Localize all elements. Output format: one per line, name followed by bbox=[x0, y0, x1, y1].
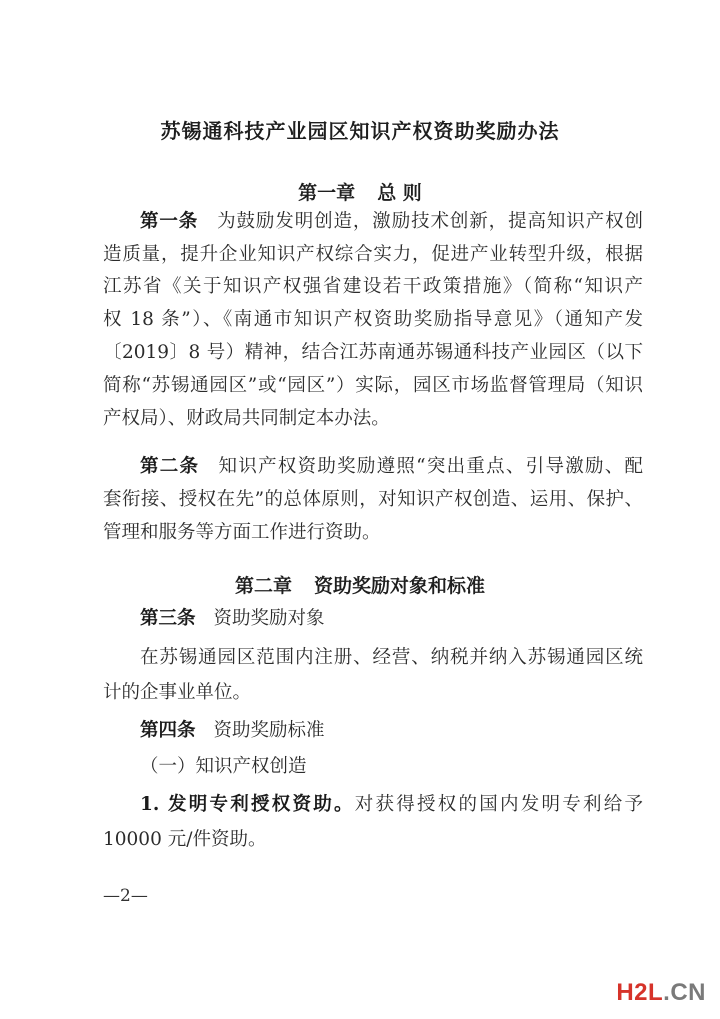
article-2-line-2: 管理和服务等方面工作进行资助。 bbox=[103, 522, 381, 543]
watermark-part-2: .CN bbox=[663, 979, 706, 1006]
article-3-line-1: 计的企事业单位。 bbox=[103, 682, 252, 703]
article-4-first-line bbox=[140, 719, 643, 743]
article-2-heading: 第二条 bbox=[140, 456, 200, 477]
article-4-heading: 第四条 bbox=[140, 720, 196, 741]
article-1-line-2: 江苏省《关于知识产权强省建设若干政策措施》（简称“知识产 bbox=[103, 276, 643, 297]
article-1-first-line bbox=[140, 210, 643, 234]
page-number: —2— bbox=[103, 886, 148, 906]
article-4-item-1-heading: 1. 发明专利授权资助。 bbox=[140, 794, 355, 815]
article-1-line-0: 为鼓励发明创造，激励技术创新，提高知识产权创 bbox=[216, 211, 643, 232]
chapter-1-name: 总 则 bbox=[377, 182, 422, 204]
article-4-line-1: 10000 元/件资助。 bbox=[103, 829, 267, 850]
chapter-2-name: 资助奖励对象和标准 bbox=[314, 575, 486, 597]
watermark-part-1: H2L bbox=[616, 979, 664, 1006]
article-1-line-4: 〔2019〕8 号）精神，结合江苏南通苏锡通科技产业园区（以下 bbox=[103, 342, 643, 363]
article-2-line-0: 知识产权资助奖励遵照“突出重点、引导激励、配 bbox=[217, 456, 643, 477]
article-4-item-1-line bbox=[140, 793, 643, 817]
article-2-line-1: 套衔接、授权在先”的总体原则，对知识产权创造、运用、保护、 bbox=[103, 489, 643, 510]
chapter-2-heading bbox=[0, 571, 720, 598]
article-1-heading: 第一条 bbox=[140, 211, 199, 232]
article-4-subtitle: 资助奖励标准 bbox=[213, 720, 325, 741]
document-title: 苏锡通科技产业园区知识产权资助奖励办法 bbox=[160, 119, 560, 143]
article-3-first-line bbox=[140, 607, 643, 631]
chapter-2-label: 第二章 bbox=[234, 575, 292, 597]
article-1-line-6: 产权局）、财政局共同制定本办法。 bbox=[103, 408, 390, 429]
chapter-1-label: 第一章 bbox=[298, 182, 356, 204]
article-2-first-line bbox=[140, 455, 643, 479]
article-4-section: （一）知识产权创造 bbox=[140, 756, 307, 777]
article-3-subtitle: 资助奖励对象 bbox=[213, 608, 325, 629]
watermark-logo bbox=[616, 979, 706, 1007]
article-1-line-3: 权 18 条”）、《南通市知识产权资助奖励指导意见》（通知产发 bbox=[103, 309, 643, 330]
chapter-1-heading bbox=[0, 178, 720, 205]
article-3-heading: 第三条 bbox=[140, 608, 196, 629]
article-1-line-1: 造质量，提升企业知识产权综合实力，促进产业转型升级，根据 bbox=[103, 244, 643, 265]
article-3-line-0: 在苏锡通园区范围内注册、经营、纳税并纳入苏锡通园区统 bbox=[140, 647, 643, 668]
article-4-line-0: 对获得授权的国内发明专利给予 bbox=[354, 794, 643, 815]
article-1-line-5: 简称“苏锡通园区”或“园区”）实际，园区市场监督管理局（知识 bbox=[103, 375, 643, 396]
